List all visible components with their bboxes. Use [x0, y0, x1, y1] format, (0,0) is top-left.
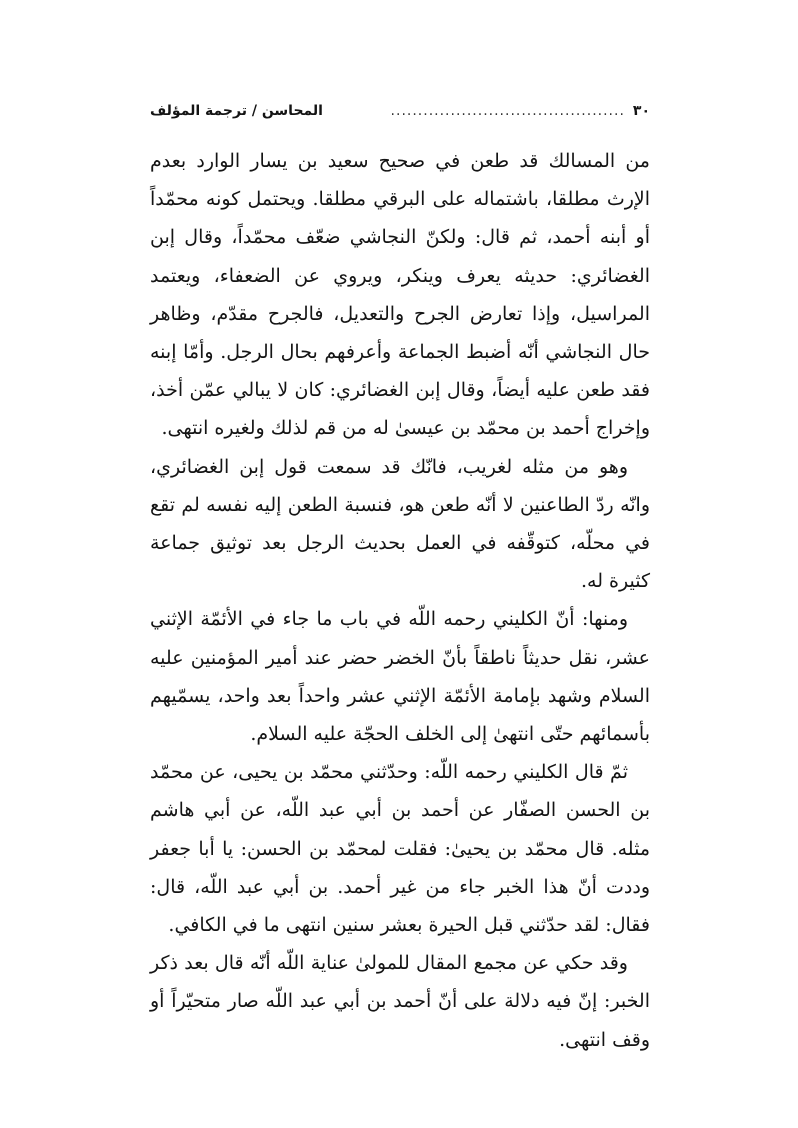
header-leader-dots: ........................................... [390, 103, 625, 119]
paragraph-4: ثمّ قال الكليني رحمه اللّه: وحدّثني محمّد بن يحيى، عن محمّد بن الحسن الصفّار عن أحمد بن أبي عبد اللّه، عن أبي هاشم مثله. قال محمّد بن يحيىٰ: فقلت لمحمّد بن الحسن: يا أبا جعفر وددت أنّ هذا الخبر جاء من غير أحمد. بن أبي عبد اللّه، قال: فقال: لقد حدّثني قبل الحيرة بعشر سنين انتهى ما في الكافي. [150, 761, 650, 937]
paragraph-5: وقد حكي عن مجمع المقال للمولىٰ عناية اللّه أنّه قال بعد ذكر الخبر: إنّ فيه دلالة على أنّ أحمد بن أبي عبد اللّه صار متحيّراً أو وقف انتهى. [150, 952, 650, 1051]
body-text [150, 142, 650, 1059]
page-number: ٣٠ [632, 103, 650, 119]
paragraph-1: من المسالك قد طعن في صحيح سعيد بن يسار الوارد بعدم الإرث مطلقا، باشتماله على البرقي مطلقا. ويحتمل كونه محمّداً أو أبنه أحمد، ثم قال: ولكنّ النجاشي ضعّف محمّداً، وقال إبن الغضائري: حديثه يعرف وينكر، ويروي عن الضعفاء، ويعتمد المراسيل، وإذا تعارض الجرح والتعديل، فالجرح مقدّم، وظاهر حال النجاشي أنّه أضبط الجماعة وأعرفهم بحال الرجل. وأمّا إبنه فقد طعن عليه أيضاً، وقال إبن الغضائري: كان لا يبالي عمّن أخذ، وإخراج أحمد بن محمّد بن عيسىٰ له من قم لذلك ولغيره انتهى. [150, 150, 650, 440]
running-title: المحاسن / ترجمة المؤلف [150, 103, 323, 119]
page-header [150, 96, 650, 126]
paragraph-2: وهو من مثله لغريب، فانّك قد سمعت قول إبن الغضائري، وانّه ردّ الطاعنين لا أنّه طعن هو، فنسبة الطعن إليه نفسه لم تقع في محلّه، كتوقّفه في العمل بحديث الرجل بعد توثيق جماعة كثيرة له. [150, 455, 650, 593]
paragraph-3: ومنها: أنّ الكليني رحمه اللّه في باب ما جاء في الأئمّة الإثني عشر، نقل حديثاً ناطقاً بأنّ الخضر حضر عند أمير المؤمنين عليه السلام وشهد بإمامة الأئمّة الإثني عشر واحداً بعد واحد، يسمّيهم بأسمائهم حتّى انتهىٰ إلى الخلف الحجّة عليه السلام. [150, 608, 650, 746]
